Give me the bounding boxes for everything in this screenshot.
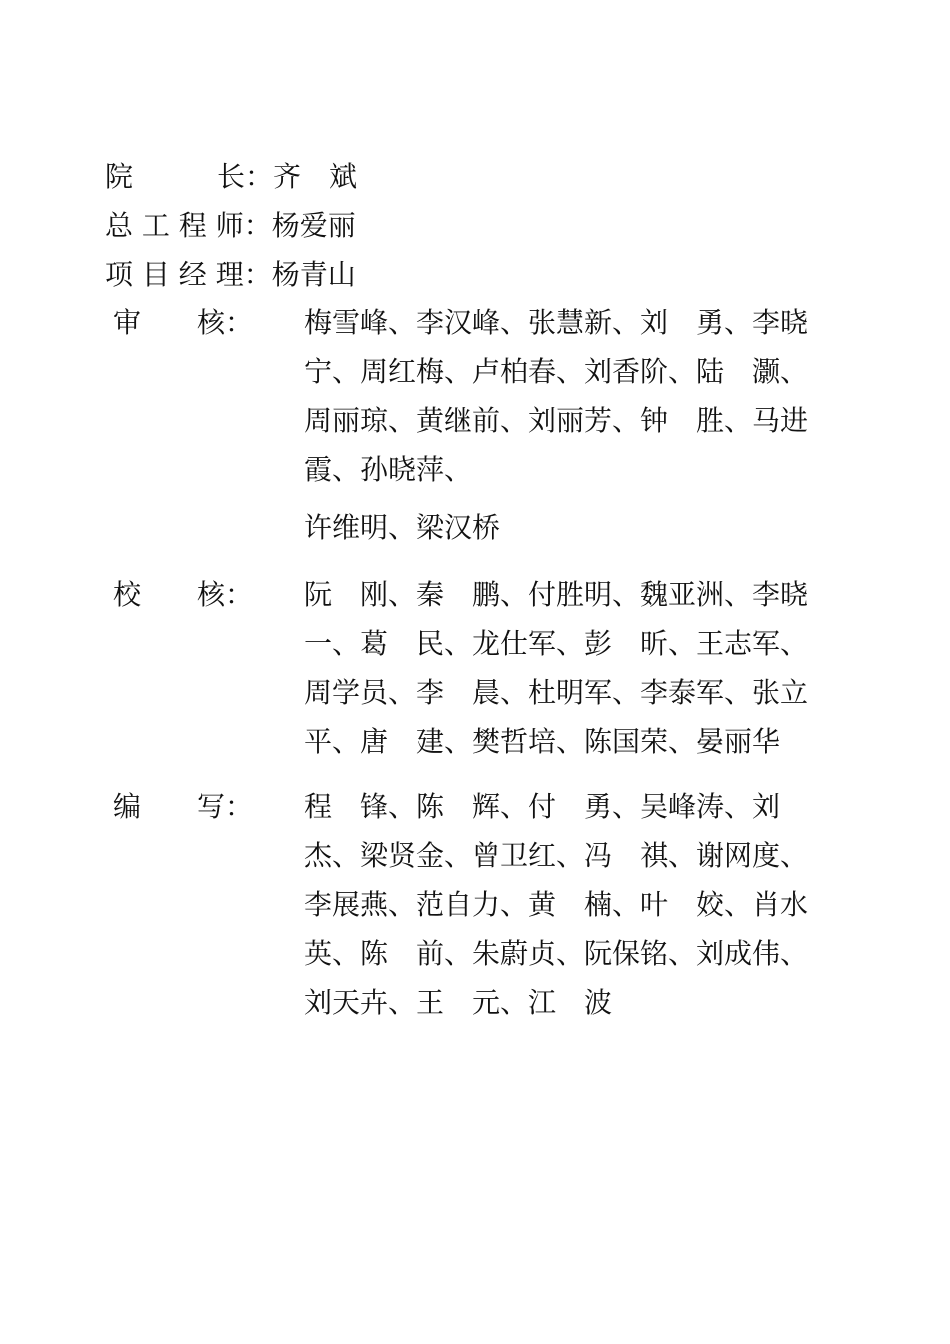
proofread-line-1: 阮 刚、秦 鹏、付胜明、魏亚洲、李晓: [304, 578, 809, 611]
chief-engineer-value: 杨爱丽: [271, 209, 356, 242]
review-line-3: 周丽琼、黄继前、刘丽芳、钟 胜、马进: [304, 404, 809, 437]
project-manager-value: 杨青山: [271, 258, 356, 291]
director-value: 齐 斌: [273, 160, 358, 193]
review-line-2: 宁、周红梅、卢柏春、刘香阶、陆 灏、: [304, 355, 809, 388]
director-label: 院 长：: [105, 160, 274, 193]
review-line-1: 梅雪峰、李汉峰、张慧新、刘 勇、李晓: [304, 306, 809, 339]
project-manager-row: [105, 260, 356, 290]
project-manager-label: 项 目 经 理：: [105, 258, 272, 291]
compile-line-4: 英、陈 前、朱蔚贞、阮保铭、刘成伟、: [304, 937, 809, 970]
review-label: 审 核：: [113, 306, 254, 339]
chief-engineer-label: 总 工 程 师：: [105, 209, 272, 242]
compile-line-1: 程 锋、陈 辉、付 勇、吴峰涛、刘: [304, 790, 781, 823]
review-line-5: 许维明、梁汉桥: [304, 511, 501, 544]
proofread-label: 校 核：: [113, 578, 254, 611]
proofread-line-2: 一、葛 民、龙仕军、彭 昕、王志军、: [304, 627, 809, 660]
proofread-line-3: 周学员、李 晨、杜明军、李泰军、张立: [304, 676, 809, 709]
compile-label: 编 写：: [113, 790, 254, 823]
director-row: [105, 162, 357, 192]
proofread-line-4: 平、唐 建、樊哲培、陈国荣、晏丽华: [304, 725, 781, 758]
compile-line-5: 刘天卉、王 元、江 波: [304, 986, 613, 1019]
review-line-4: 霞、孙晓萍、: [304, 453, 473, 486]
compile-line-2: 杰、梁贤金、曾卫红、冯 祺、谢网度、: [304, 839, 809, 872]
compile-line-3: 李展燕、范自力、黄 楠、叶 姣、肖水: [304, 888, 809, 921]
chief-engineer-row: [105, 211, 356, 241]
